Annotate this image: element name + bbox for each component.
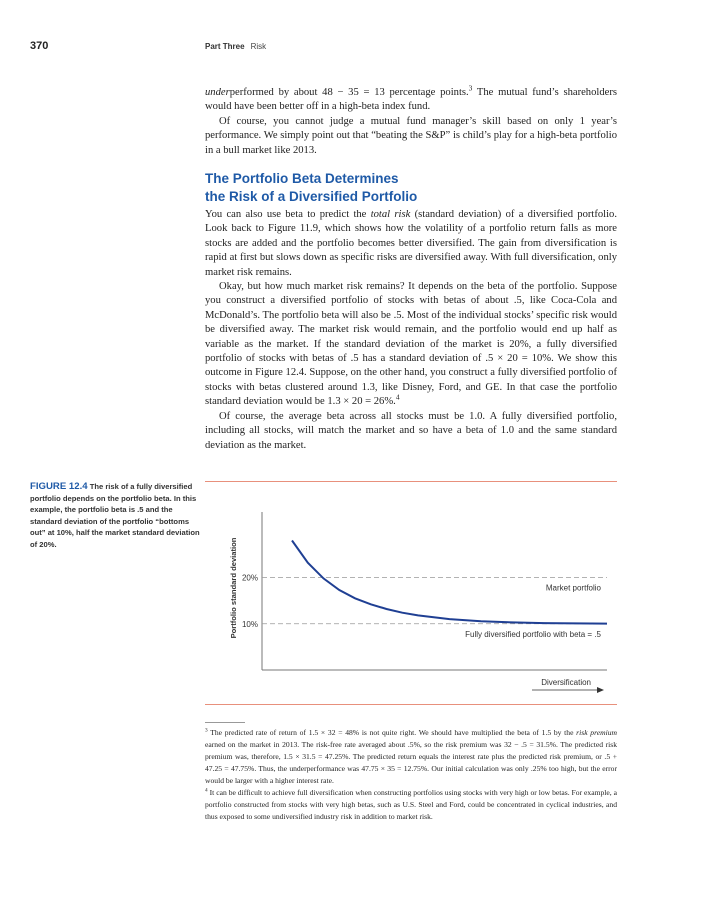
text-span: The predicted rate of return of 1.5 × 32 = 48% is not quite right. We should have multiplied the beta of 1.5 by the: [207, 728, 577, 737]
reference-line-label: Fully diversified portfolio with beta = .5: [465, 629, 601, 639]
section-paragraph-2: [205, 280, 617, 410]
emphasis: risk premium: [576, 728, 617, 737]
footnote-3: [205, 727, 617, 787]
footnote-rule: [205, 722, 245, 723]
section-heading-line-1: The Portfolio Beta Determines: [205, 171, 399, 186]
y-axis-label: Portfolio standard deviation: [229, 537, 238, 639]
page-number: 370: [30, 40, 49, 52]
intro-text-tail: The mutual fund’s shareholders would have been better off in a high-beta index fund.: [205, 87, 617, 113]
figure-bottom-rule: [205, 704, 617, 705]
section-heading: [205, 170, 625, 206]
section-heading-line-2: the Risk of a Diversified Portfolio: [205, 189, 418, 204]
running-header-section: Risk: [250, 42, 267, 51]
section-text: [205, 208, 617, 453]
emphasis: total risk: [370, 209, 411, 220]
chart-svg: [205, 484, 625, 704]
text-span: It can be difficult to achieve full diversification when constructing portfolios using stocks with very high or low betas. For example, a portfolio constructed from stocks with very high betas, such as U.S. Steel and Ford, could be concentrated in cyclical industries, and thus exposed to some undiversified industry risk in addition to market risk.: [205, 788, 617, 821]
section-paragraph-1: [205, 208, 617, 280]
figure-chart: [205, 484, 625, 704]
footnote-number: 3: [205, 727, 208, 734]
figure-caption-text: The risk of a fully diversified portfolio depends on the portfolio beta. In this example, the portfolio beta is .5 and the standard deviation of the portfolio “bottoms out” at 10%, half the market standard deviation of 20%.: [30, 482, 200, 549]
figure-top-rule: [205, 481, 617, 482]
arrow-right-icon: [597, 687, 604, 693]
series-line: [292, 541, 607, 624]
running-header: [205, 42, 266, 51]
y-tick-label: 10%: [241, 619, 258, 629]
emphasis: under: [205, 87, 230, 98]
section-paragraph-3: Of course, the average beta across all stocks must be 1.0. A fully diversified portfolio, including all stocks, will match the market and so have a beta of 1.0 and the same standard deviation as the market.: [205, 410, 617, 451]
footnote-4: [205, 787, 617, 823]
intro-paragraph-1: [205, 83, 617, 115]
running-header-part: Part Three: [205, 42, 245, 51]
footnote-number: 4: [205, 787, 208, 794]
text-span: earned on the market in 2013. The risk-free rate averaged about .5%, so the risk premium was 32 − .5 = 31.5%. The predicted risk premium was, therefore, 1.5 × 31.5 = 47.25%. The predicted return equals the interest rate plus the predicted risk premium, or .5 + 47.25 = 47.75%. Thus, the underperformance was 47.75 × 35 = 12.75%. Our initial calculation was only .25% too high, but the error would be larger with a higher interest rate.: [205, 740, 617, 785]
figure-number: FIGURE 12.4: [30, 481, 88, 492]
intro-paragraph-2: Of course, you cannot judge a mutual fund manager’s skill based on only 1 year’s performance. We simply point out that “beating the S&P” is child’s play for a high-beta portfolio in a bull market like 2013.: [205, 115, 617, 156]
reference-line-label: Market portfolio: [545, 583, 601, 593]
y-tick-label: 20%: [241, 573, 258, 583]
x-axis-label: Diversification: [541, 678, 591, 687]
text-span: Okay, but how much market risk remains? It depends on the beta of the portfolio. Suppose you construct a diversified portfolio of stocks with betas of about .5, like Coca-Cola and McDonald’s. The portfolio beta will also be .5. Most of the individual stocks’ specific risk would be diversified away. The market risk would remain, and the portfolio would end up half as variable as the market. If the standard deviation of the market is 20%, a fully diversified portfolio of stocks with betas of .5 has a standard deviation of .5 × 20 = 10%. We show this outcome in Figure 12.4. Suppose, on the other hand, you construct a fully diversified portfolio of stocks with betas clustered around 1.3, like Disney, Ford, and GE. In that case the portfolio standard deviation would be 1.3 × 20 = 26%.: [205, 281, 617, 408]
intro-text-span: performed by about 48 − 35 = 13 percentage points.: [229, 87, 469, 98]
figure-caption: [30, 481, 206, 550]
text-span: (standard deviation) of a diversified portfolio. Look back to Figure 11.9, which shows how the volatility of a portfolio return falls as more stocks are added and the portfolio becomes better diversified. The gain from diversification is rapid at first but slows down as specific risks are diversified away. With full diversification, only market risk remains.: [205, 209, 618, 278]
footnote-ref-4: 4: [395, 392, 400, 402]
intro-text: [205, 83, 617, 158]
text-span: You can also use beta to predict the: [205, 209, 371, 220]
footnotes: [205, 727, 617, 823]
footnote-ref-3: 3: [468, 83, 473, 93]
